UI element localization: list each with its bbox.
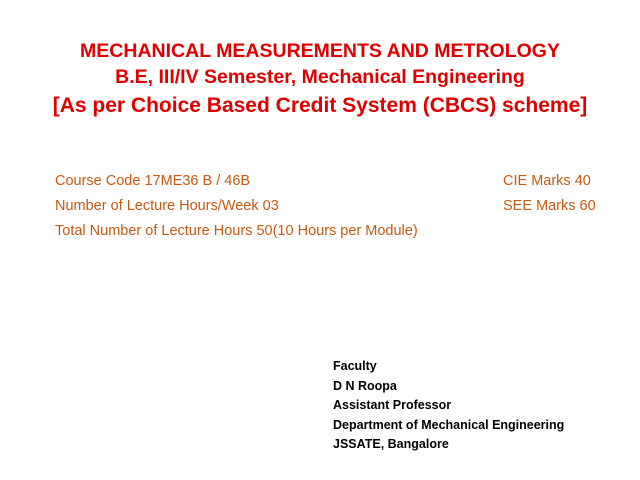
total-lecture-hours: Total Number of Lecture Hours 50(10 Hours per Module) xyxy=(55,223,418,239)
course-code: Course Code 17ME36 B / 46B xyxy=(55,173,251,189)
title-subject: MECHANICAL MEASUREMENTS AND METROLOGY xyxy=(80,40,560,62)
see-marks: SEE Marks 60 xyxy=(503,198,596,214)
faculty-name: D N Roopa xyxy=(333,378,397,393)
faculty-designation: Assistant Professor xyxy=(333,398,452,412)
title-scheme: [As per Choice Based Credit System (CBCS) scheme] xyxy=(52,94,588,117)
lecture-hours-per-week: Number of Lecture Hours/Week 03 xyxy=(55,198,279,214)
faculty-block xyxy=(333,357,564,455)
faculty-heading: Faculty xyxy=(333,359,377,373)
faculty-department: Department of Mechanical Engineering xyxy=(333,417,565,432)
slide-title xyxy=(0,38,640,120)
title-semester: B.E, III/IV Semester, Mechanical Engineering xyxy=(115,66,525,88)
faculty-institution: JSSATE, Bangalore xyxy=(333,437,449,451)
cie-marks: CIE Marks 40 xyxy=(503,173,591,189)
